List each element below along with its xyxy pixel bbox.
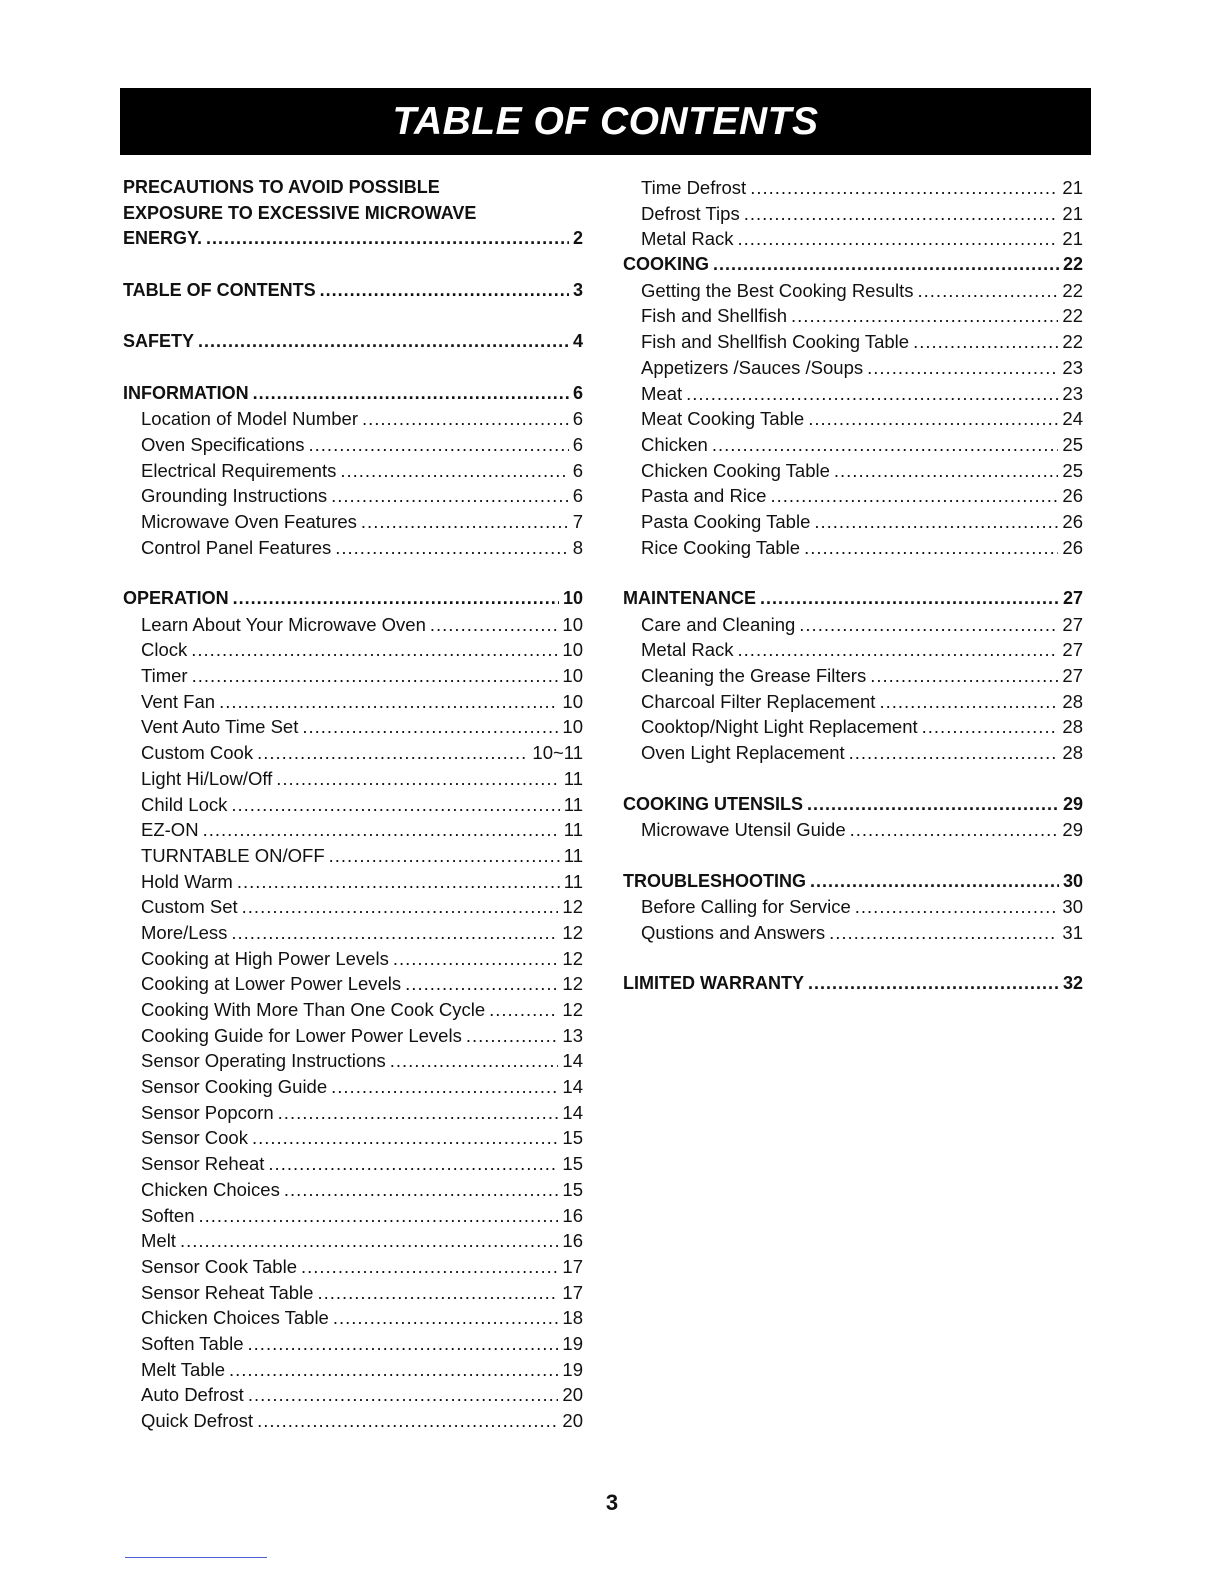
toc-entry-page: 19 bbox=[562, 1358, 583, 1380]
toc-entry-label: MAINTENANCE bbox=[623, 588, 756, 608]
toc-leader-dots bbox=[331, 483, 569, 509]
toc-leader-dots bbox=[849, 740, 1059, 766]
toc-leader-dots bbox=[760, 586, 1059, 612]
toc-entry bbox=[623, 175, 1083, 201]
toc-entry-label: Cooking at Lower Power Levels bbox=[141, 973, 402, 995]
toc-leader-dots bbox=[333, 1305, 559, 1331]
toc-entry-label: Microwave Utensil Guide bbox=[641, 819, 846, 841]
toc-entry-label: Quick Defrost bbox=[141, 1410, 254, 1431]
toc-entry bbox=[123, 1074, 583, 1100]
toc-entry bbox=[623, 612, 1083, 638]
toc-entry-label: Chicken Cooking Table bbox=[641, 459, 830, 481]
toc-leader-dots bbox=[301, 1254, 558, 1280]
toc-section-heading bbox=[623, 252, 1083, 278]
toc-leader-dots bbox=[855, 894, 1059, 920]
toc-entry-page: 29 bbox=[1062, 793, 1083, 814]
toc-entry bbox=[623, 663, 1083, 689]
toc-entry-label: Cleaning the Grease Filters bbox=[641, 665, 867, 687]
toc-entry-label: PRECAUTIONS TO AVOID POSSIBLE bbox=[123, 177, 440, 197]
toc-leader-dots bbox=[808, 406, 1058, 432]
toc-entry-page: 12 bbox=[562, 973, 583, 995]
toc-entry bbox=[123, 1357, 583, 1383]
toc-entry bbox=[623, 894, 1083, 920]
toc-entry-label: Clock bbox=[141, 639, 188, 661]
toc-entry-label: TROUBLESHOOTING bbox=[623, 870, 806, 891]
toc-entry bbox=[623, 535, 1083, 561]
toc-entry bbox=[623, 329, 1083, 355]
toc-leader-dots bbox=[829, 920, 1058, 946]
toc-entry-page: 16 bbox=[562, 1204, 583, 1226]
toc-entry-page: 27 bbox=[1062, 588, 1083, 608]
toc-entry-label: Timer bbox=[141, 665, 188, 687]
toc-section-heading bbox=[623, 586, 1083, 612]
title-banner bbox=[120, 88, 1091, 155]
toc-leader-dots bbox=[284, 1177, 559, 1203]
toc-right-column bbox=[623, 175, 1083, 997]
toc-entry-label: Pasta Cooking Table bbox=[641, 510, 811, 532]
toc-entry bbox=[123, 1151, 583, 1177]
toc-entry-page: 25 bbox=[1062, 459, 1083, 481]
toc-entry-label: Custom Set bbox=[141, 896, 238, 918]
toc-entry-page: 6 bbox=[572, 485, 583, 507]
toc-entry-label: Getting the Best Cooking Results bbox=[641, 279, 914, 301]
toc-leader-dots bbox=[879, 689, 1058, 715]
toc-entry bbox=[123, 1023, 583, 1049]
toc-entry bbox=[123, 535, 583, 561]
toc-entry-page: 21 bbox=[1062, 228, 1083, 250]
toc-entry-label: Sensor Reheat bbox=[141, 1153, 265, 1175]
toc-entry bbox=[123, 1203, 583, 1229]
toc-entry bbox=[123, 1100, 583, 1126]
toc-leader-dots bbox=[257, 1408, 558, 1434]
toc-entry bbox=[123, 869, 583, 895]
toc-entry-page: 10 bbox=[562, 716, 583, 738]
toc-leader-dots bbox=[390, 1048, 559, 1074]
toc-entry-label: Grounding Instructions bbox=[141, 485, 328, 507]
toc-entry-page: 28 bbox=[1062, 690, 1083, 712]
toc-entry-label: Oven Specifications bbox=[141, 433, 305, 455]
toc-leader-dots bbox=[686, 381, 1058, 407]
toc-leader-dots bbox=[804, 535, 1058, 561]
toc-leader-dots bbox=[430, 612, 559, 638]
toc-entry-label: Before Calling for Service bbox=[641, 896, 851, 918]
toc-entry bbox=[623, 278, 1083, 304]
toc-entry-page: 26 bbox=[1062, 536, 1083, 558]
toc-leader-dots bbox=[192, 663, 559, 689]
toc-leader-dots bbox=[799, 612, 1058, 638]
toc-entry-label: Light Hi/Low/Off bbox=[141, 767, 273, 789]
toc-entry-label: Rice Cooking Table bbox=[641, 536, 801, 558]
toc-section-heading bbox=[123, 381, 583, 407]
toc-entry-page: 22 bbox=[1062, 305, 1083, 327]
toc-leader-dots bbox=[393, 946, 559, 972]
toc-entry-page: 26 bbox=[1062, 510, 1083, 532]
toc-entry-page: 30 bbox=[1062, 896, 1083, 918]
toc-entry-label: COOKING UTENSILS bbox=[623, 793, 804, 814]
toc-entry bbox=[123, 458, 583, 484]
toc-entry-label: Meat Cooking Table bbox=[641, 408, 805, 430]
toc-entry-page: 10 bbox=[562, 665, 583, 687]
toc-entry-label: Meat bbox=[641, 382, 683, 404]
toc-leader-dots bbox=[913, 329, 1058, 355]
toc-entry-label: Location of Model Number bbox=[141, 408, 358, 430]
toc-entry-label: Learn About Your Microwave Oven bbox=[141, 613, 426, 635]
toc-entry-page: 10~11 bbox=[532, 742, 583, 764]
toc-entry bbox=[123, 1254, 583, 1280]
toc-entry-page: 12 bbox=[562, 947, 583, 969]
toc-entry-page: 22 bbox=[1062, 279, 1083, 301]
toc-entry bbox=[623, 355, 1083, 381]
toc-entry bbox=[123, 1177, 583, 1203]
toc-leader-dots bbox=[922, 714, 1059, 740]
toc-entry-page: 6 bbox=[572, 408, 583, 430]
toc-entry-page: 14 bbox=[562, 1076, 583, 1098]
toc-entry-label: Cooking With More Than One Cook Cycle bbox=[141, 999, 486, 1020]
page-title: TABLE OF CONTENTS bbox=[392, 99, 819, 143]
toc-leader-dots bbox=[237, 869, 560, 895]
toc-entry-page: 19 bbox=[562, 1332, 583, 1354]
toc-entry bbox=[123, 1382, 583, 1408]
toc-entry bbox=[623, 920, 1083, 946]
toc-entry bbox=[123, 1280, 583, 1306]
toc-entry-label: Microwave Oven Features bbox=[141, 510, 357, 532]
toc-entry-label: SAFETY bbox=[123, 331, 195, 352]
toc-entry-label: Chicken Choices bbox=[141, 1178, 280, 1200]
toc-entry-label: More/Less bbox=[141, 921, 228, 943]
toc-entry-page: 29 bbox=[1062, 819, 1083, 841]
toc-leader-dots bbox=[276, 766, 560, 792]
toc-entry-label: Hold Warm bbox=[141, 870, 233, 892]
toc-entry bbox=[123, 483, 583, 509]
toc-entry bbox=[623, 303, 1083, 329]
toc-leader-dots bbox=[466, 1023, 559, 1049]
toc-entry-page: 21 bbox=[1062, 177, 1083, 198]
toc-entry-label: Sensor Cooking Guide bbox=[141, 1076, 328, 1098]
toc-leader-dots bbox=[229, 1357, 558, 1383]
toc-leader-dots bbox=[206, 226, 569, 252]
toc-entry-page: 10 bbox=[562, 588, 583, 608]
toc-entry bbox=[623, 740, 1083, 766]
toc-leader-dots bbox=[405, 971, 558, 997]
toc-entry bbox=[623, 817, 1083, 843]
toc-entry-label: Sensor Popcorn bbox=[141, 1101, 274, 1123]
toc-entry-label: TABLE OF CONTENTS bbox=[123, 279, 316, 300]
toc-entry-label: Vent Auto Time Set bbox=[141, 716, 299, 738]
toc-entry-label: Pasta and Rice bbox=[641, 485, 767, 507]
toc-entry-page: 15 bbox=[562, 1127, 583, 1149]
toc-entry bbox=[123, 432, 583, 458]
toc-leader-dots bbox=[302, 714, 558, 740]
toc-leader-dots bbox=[834, 458, 1059, 484]
toc-entry-label: Soften bbox=[141, 1204, 195, 1226]
toc-section-heading bbox=[123, 329, 583, 355]
toc-entry bbox=[123, 920, 583, 946]
toc-entry bbox=[123, 1331, 583, 1357]
toc-entry-page: 4 bbox=[572, 331, 583, 352]
toc-entry bbox=[123, 817, 583, 843]
toc-entry-page: 3 bbox=[572, 279, 583, 300]
toc-leader-dots bbox=[918, 278, 1059, 304]
toc-entry bbox=[623, 689, 1083, 715]
toc-entry-label: Metal Rack bbox=[641, 228, 734, 250]
toc-leader-dots bbox=[867, 355, 1058, 381]
toc-leader-dots bbox=[791, 303, 1058, 329]
toc-leader-dots bbox=[252, 1125, 558, 1151]
toc-leader-dots bbox=[712, 432, 1059, 458]
toc-section-heading bbox=[123, 278, 583, 304]
toc-leader-dots bbox=[329, 843, 560, 869]
toc-leader-dots bbox=[713, 252, 1059, 278]
toc-leader-dots bbox=[850, 817, 1059, 843]
toc-leader-dots bbox=[231, 920, 558, 946]
toc-entry bbox=[123, 792, 583, 818]
toc-entry-page: 27 bbox=[1062, 613, 1083, 635]
toc-entry bbox=[123, 766, 583, 792]
toc-entry-label: Custom Cook bbox=[141, 742, 254, 764]
toc-leader-dots bbox=[253, 381, 569, 407]
toc-entry bbox=[123, 637, 583, 663]
toc-entry-page: 10 bbox=[562, 690, 583, 712]
toc-entry-page: 28 bbox=[1062, 716, 1083, 738]
toc-entry-label: Cooking Guide for Lower Power Levels bbox=[141, 1024, 462, 1046]
toc-section-heading bbox=[623, 869, 1083, 895]
toc-entry-page: 14 bbox=[562, 1101, 583, 1123]
toc-entry-label: Cooking at High Power Levels bbox=[141, 947, 389, 969]
toc-leader-dots bbox=[770, 483, 1058, 509]
toc-entry-label: Cooktop/Night Light Replacement bbox=[641, 716, 918, 738]
toc-section-heading bbox=[623, 792, 1083, 818]
toc-entry-label: Charcoal Filter Replacement bbox=[641, 690, 876, 712]
toc-entry bbox=[123, 689, 583, 715]
toc-leader-dots bbox=[317, 1280, 558, 1306]
toc-entry-page: 21 bbox=[1062, 202, 1083, 224]
toc-leader-dots bbox=[320, 278, 569, 304]
toc-leader-dots bbox=[198, 329, 569, 355]
toc-entry bbox=[123, 1048, 583, 1074]
toc-entry-page: 25 bbox=[1062, 433, 1083, 455]
toc-entry-page: 13 bbox=[562, 1024, 583, 1046]
toc-entry-page: 7 bbox=[572, 510, 583, 532]
toc-entry-page: 6 bbox=[572, 459, 583, 481]
toc-entry-page: 24 bbox=[1062, 408, 1083, 430]
toc-entry bbox=[623, 714, 1083, 740]
toc-entry-page: 18 bbox=[562, 1307, 583, 1329]
toc-entry-page: 12 bbox=[562, 896, 583, 918]
toc-leader-dots bbox=[335, 535, 568, 561]
toc-entry bbox=[123, 509, 583, 535]
toc-entry-page: 27 bbox=[1062, 639, 1083, 661]
toc-entry bbox=[123, 1228, 583, 1254]
toc-entry-page: 15 bbox=[562, 1153, 583, 1175]
toc-entry-page: 11 bbox=[563, 844, 583, 866]
toc-entry-page: 23 bbox=[1062, 382, 1083, 404]
toc-entry-label: TURNTABLE ON/OFF bbox=[141, 844, 325, 866]
toc-entry-label: ENERGY. bbox=[123, 228, 203, 249]
toc-entry bbox=[623, 406, 1083, 432]
toc-entry-label: Soften Table bbox=[141, 1332, 244, 1354]
toc-entry bbox=[123, 894, 583, 920]
toc-section-heading bbox=[123, 586, 583, 612]
toc-leader-dots bbox=[814, 509, 1058, 535]
toc-entry-page: 16 bbox=[562, 1230, 583, 1252]
toc-entry-label: Auto Defrost bbox=[141, 1384, 244, 1406]
toc-entry-label: Sensor Cook Table bbox=[141, 1255, 297, 1277]
toc-entry-label: Sensor Operating Instructions bbox=[141, 1050, 386, 1072]
toc-entry-label: Chicken Choices Table bbox=[141, 1307, 329, 1329]
toc-section-heading bbox=[123, 201, 583, 227]
toc-entry bbox=[123, 406, 583, 432]
toc-leader-dots bbox=[808, 971, 1059, 997]
toc-entry-page: 27 bbox=[1062, 665, 1083, 687]
toc-entry-page: 22 bbox=[1062, 331, 1083, 353]
toc-entry-page: 30 bbox=[1062, 870, 1083, 891]
toc-leader-dots bbox=[257, 740, 528, 766]
toc-entry-page: 11 bbox=[563, 767, 583, 789]
toc-entry bbox=[123, 663, 583, 689]
toc-leader-dots bbox=[199, 1203, 559, 1229]
toc-entry-page: 12 bbox=[562, 999, 583, 1020]
toc-leader-dots bbox=[750, 175, 1058, 201]
toc-leader-dots bbox=[191, 637, 558, 663]
toc-entry-label: Melt bbox=[141, 1230, 176, 1252]
toc-entry-page: 6 bbox=[572, 382, 583, 403]
toc-leader-dots bbox=[331, 1074, 558, 1100]
toc-entry-page: 11 bbox=[563, 870, 583, 892]
toc-entry bbox=[623, 509, 1083, 535]
toc-entry-label: Appetizers /Sauces /Soups bbox=[641, 356, 864, 378]
toc-entry-label: Time Defrost bbox=[641, 177, 747, 198]
toc-entry bbox=[123, 997, 583, 1023]
toc-entry-label: Sensor Cook bbox=[141, 1127, 248, 1149]
toc-entry bbox=[623, 458, 1083, 484]
toc-leader-dots bbox=[807, 792, 1059, 818]
toc-leader-dots bbox=[233, 586, 559, 612]
toc-entry-page: 32 bbox=[1062, 973, 1083, 994]
toc-entry-label: Care and Cleaning bbox=[641, 613, 796, 635]
toc-entry-label: Control Panel Features bbox=[141, 536, 332, 558]
toc-entry-page: 12 bbox=[562, 921, 583, 943]
toc-leader-dots bbox=[870, 663, 1058, 689]
toc-entry-label: Fish and Shellfish bbox=[641, 305, 788, 327]
toc-entry-label: Metal Rack bbox=[641, 639, 734, 661]
toc-entry-page: 22 bbox=[1062, 254, 1083, 275]
toc-entry-label: Child Lock bbox=[141, 793, 228, 815]
toc-entry-label: INFORMATION bbox=[123, 382, 249, 403]
toc-entry-label: OPERATION bbox=[123, 588, 229, 608]
toc-entry-label: Sensor Reheat Table bbox=[141, 1281, 314, 1303]
toc-entry bbox=[123, 1305, 583, 1331]
toc-entry-page: 20 bbox=[562, 1410, 583, 1431]
toc-entry-page: 17 bbox=[562, 1255, 583, 1277]
toc-leader-dots bbox=[268, 1151, 558, 1177]
toc-leader-dots bbox=[810, 869, 1059, 895]
toc-entry-page: 14 bbox=[562, 1050, 583, 1072]
toc-entry-label: Fish and Shellfish Cooking Table bbox=[641, 331, 910, 353]
page-number: 3 bbox=[605, 1490, 619, 1515]
toc-entry-page: 28 bbox=[1062, 742, 1083, 764]
toc-entry-label: Chicken bbox=[641, 433, 708, 455]
toc-entry bbox=[623, 432, 1083, 458]
toc-entry-page: 10 bbox=[562, 613, 583, 635]
toc-leader-dots bbox=[219, 689, 558, 715]
toc-leader-dots bbox=[242, 894, 559, 920]
toc-entry-label: COOKING bbox=[623, 254, 710, 275]
toc-entry bbox=[123, 740, 583, 766]
toc-entry bbox=[123, 1125, 583, 1151]
footer-rule bbox=[125, 1557, 267, 1558]
toc-entry bbox=[123, 1408, 583, 1434]
toc-entry bbox=[623, 201, 1083, 227]
toc-entry-page: 6 bbox=[572, 433, 583, 455]
toc-entry-page: 26 bbox=[1062, 485, 1083, 507]
toc-entry bbox=[123, 714, 583, 740]
toc-entry-page: 17 bbox=[562, 1281, 583, 1303]
toc-leader-dots bbox=[738, 226, 1059, 252]
toc-entry-label: Qustions and Answers bbox=[641, 921, 826, 943]
toc-leader-dots bbox=[309, 432, 569, 458]
toc-entry-label: Melt Table bbox=[141, 1358, 225, 1380]
toc-entry-label: EZ-ON bbox=[141, 819, 199, 841]
toc-entry bbox=[123, 971, 583, 997]
toc-entry-page: 31 bbox=[1062, 921, 1083, 943]
toc-section-heading bbox=[123, 226, 583, 252]
toc-leader-dots bbox=[489, 997, 558, 1023]
toc-leader-dots bbox=[248, 1331, 559, 1357]
toc-entry-page: 11 bbox=[563, 793, 583, 815]
toc-entry-page: 23 bbox=[1062, 356, 1083, 378]
toc-section-heading bbox=[123, 175, 583, 201]
toc-entry-page: 20 bbox=[562, 1384, 583, 1406]
toc-entry bbox=[623, 226, 1083, 252]
toc-entry-page: 11 bbox=[563, 819, 583, 841]
toc-leader-dots bbox=[340, 458, 568, 484]
toc-entry-page: 15 bbox=[562, 1178, 583, 1200]
toc-entry bbox=[623, 637, 1083, 663]
toc-leader-dots bbox=[361, 509, 569, 535]
toc-entry-label: Defrost Tips bbox=[641, 202, 740, 224]
toc-entry bbox=[123, 843, 583, 869]
toc-entry-label: Electrical Requirements bbox=[141, 459, 337, 481]
toc-leader-dots bbox=[744, 201, 1059, 227]
toc-leader-dots bbox=[278, 1100, 559, 1126]
toc-entry-page: 10 bbox=[562, 639, 583, 661]
toc-leader-dots bbox=[231, 792, 559, 818]
toc-entry-label: Vent Fan bbox=[141, 690, 216, 712]
toc-leader-dots bbox=[738, 637, 1059, 663]
toc-entry bbox=[123, 946, 583, 972]
toc-entry bbox=[623, 381, 1083, 407]
toc-entry bbox=[623, 483, 1083, 509]
toc-leader-dots bbox=[362, 406, 569, 432]
toc-entry-label: Oven Light Replacement bbox=[641, 742, 845, 764]
toc-leader-dots bbox=[248, 1382, 559, 1408]
toc-entry bbox=[123, 612, 583, 638]
toc-entry-page: 8 bbox=[572, 536, 583, 558]
toc-entry-label: EXPOSURE TO EXCESSIVE MICROWAVE bbox=[123, 202, 477, 223]
toc-entry-page: 2 bbox=[572, 228, 583, 249]
toc-left-column bbox=[123, 175, 583, 1434]
toc-leader-dots bbox=[180, 1228, 558, 1254]
toc-entry-label: LIMITED WARRANTY bbox=[623, 973, 804, 994]
toc-leader-dots bbox=[203, 817, 560, 843]
toc-section-heading bbox=[623, 971, 1083, 997]
